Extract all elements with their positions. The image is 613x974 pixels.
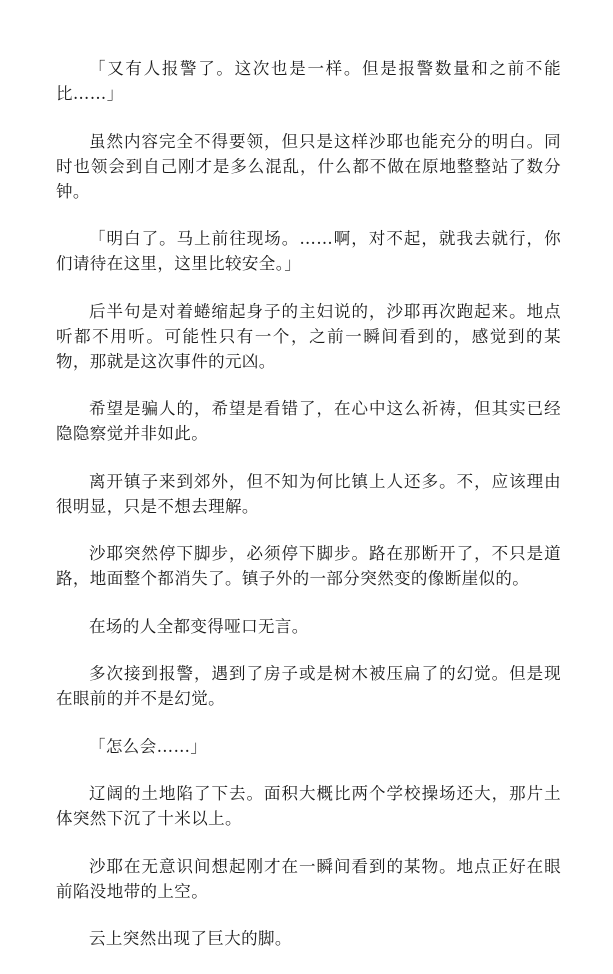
body-text xyxy=(56,56,561,974)
paragraph: 「又有人报警了。这次也是一样。但是报警数量和之前不能比……」 xyxy=(56,59,561,103)
paragraph: 辽阔的土地陷了下去。面积大概比两个学校操场还大，那片土体突然下沉了十米以上。 xyxy=(56,784,561,828)
paragraph: 离开镇子来到郊外，但不知为何比镇上人还多。不，应该理由很明显，只是不想去理解。 xyxy=(56,471,561,516)
paragraph: 虽然内容完全不得要领，但只是这样沙耶也能充分的明白。同时也领会到自己刚才是多么混乱，什么都不做在原地整整站了数分钟。 xyxy=(56,131,561,201)
paragraph: 在场的人全都变得哑口无言。 xyxy=(89,616,309,636)
paragraph: 后半句是对着蜷缩起身子的主妇说的，沙耶再次跑起来。地点听都不用听。可能性只有一个，之前一瞬间看到的，感觉到的某物，那就是这次事件的元凶。 xyxy=(56,301,561,371)
paragraph: 希望是骗人的，希望是看错了，在心中这么祈祷，但其实已经隐隐察觉并非如此。 xyxy=(56,399,561,443)
paragraph: 沙耶在无意识间想起刚才在一瞬间看到的某物。地点正好在眼前陷没地带的上空。 xyxy=(56,856,561,901)
paragraph: 沙耶突然停下脚步，必须停下脚步。路在那断开了，不只是道路，地面整个都消失了。镇子外的一部分突然变的像断崖似的。 xyxy=(56,544,561,588)
paragraph: 「明白了。马上前往现场。……啊，对不起，就我去就行，你们请待在这里，这里比较安全。」 xyxy=(56,229,561,273)
paragraph: 云上突然出现了巨大的脚。 xyxy=(89,929,292,948)
paragraph: 多次接到报警，遇到了房子或是树木被压扁了的幻觉。但是现在眼前的并不是幻觉。 xyxy=(56,664,561,708)
paragraph: 「怎么会……」 xyxy=(89,736,208,756)
